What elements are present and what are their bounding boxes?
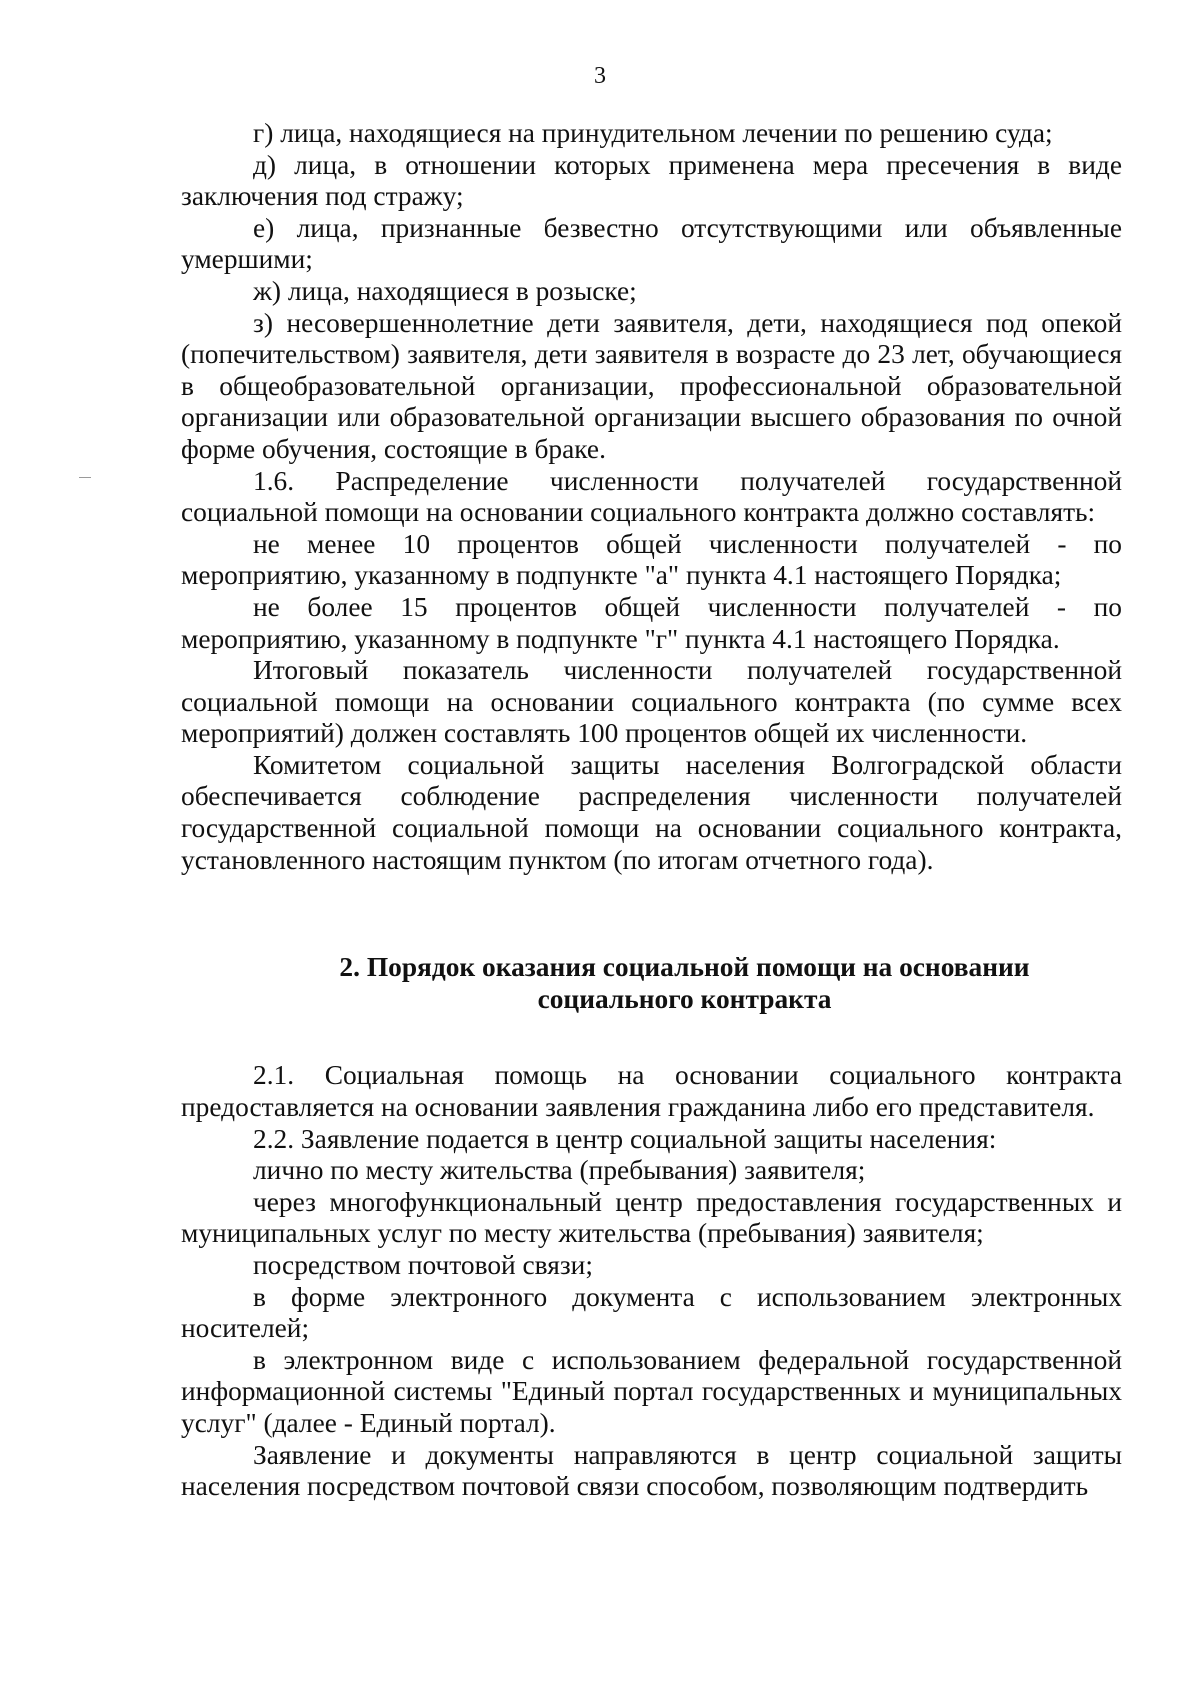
paragraph-1-6: 1.6. Распределение численности получателей государственной социальной помощи на основании социального контракта должно составлять: (181, 465, 1122, 528)
paragraph-2-2: 2.2. Заявление подается в центр социальной защиты населения: (253, 1123, 997, 1154)
section-heading-line-2: социального контракта (537, 983, 832, 1014)
section-heading (181, 952, 1122, 1015)
paragraph-2-1: 2.1. Социальная помощь на основании социального контракта предоставляется на основании заявления гражданина либо его представителя. (181, 1060, 1122, 1123)
paragraph-unified-portal: в электронном виде с использованием федеральной государственной информационной системы "Единый портал государственных и муниципальных услуг" (далее - Единый портал). (181, 1344, 1122, 1438)
paragraph-application-documents: Заявление и документы направляются в центр социальной защиты населения посредством почтовой связи способом, позволяющим подтвердить (181, 1439, 1122, 1502)
section-heading-line-1: 2. Порядок оказания социальной помощи на основании (339, 952, 1030, 983)
margin-tick-mark (79, 477, 91, 478)
spacer (181, 1015, 1122, 1060)
paragraph-item-d: д) лица, в отношении которых применена мера пресечения в виде заключения под стражу; (181, 149, 1122, 212)
page-number: 3 (594, 63, 606, 89)
paragraph-item-zh: ж) лица, находящиеся в розыске; (253, 275, 637, 306)
paragraph-item-e: е) лица, признанные безвестно отсутствующими или объявленные умершими; (181, 212, 1122, 275)
paragraph-in-person: лично по месту жительства (пребывания) заявителя; (253, 1155, 866, 1186)
paragraph-mfc: через многофункциональный центр предоставления государственных и муниципальных услуг по месту жительства (пребывания) заявителя; (181, 1186, 1122, 1249)
paragraph-min-10-percent: не менее 10 процентов общей численности получателей - по мероприятию, указанному в подпункте "а" пункта 4.1 настоящего Порядка; (181, 528, 1122, 591)
paragraph-total-indicator: Итоговый показатель численности получателей государственной социальной помощи на основании социального контракта (по сумме всех мероприятий) должен составлять 100 процентов общей их численности. (181, 655, 1122, 749)
paragraph-electronic-document: в форме электронного документа с использованием электронных носителей; (181, 1281, 1122, 1344)
paragraph-max-15-percent: не более 15 процентов общей численности получателей - по мероприятию, указанному в подпункте "г" пункта 4.1 настоящего Порядка. (181, 591, 1122, 654)
paragraph-committee: Комитетом социальной защиты населения Волгоградской области обеспечивается соблюдение распределения численности получателей государственной социальной помощи на основании социального контракта, установленного настоящим пунктом (по итогам отчетного года). (181, 749, 1122, 875)
paragraph-item-g: г) лица, находящиеся на принудительном лечении по решению суда; (253, 118, 1053, 148)
paragraph-item-z: з) несовершеннолетние дети заявителя, дети, находящиеся под опекой (попечительством) заявителя, дети заявителя в возрасте до 23 лет, обучающиеся в общеобразовательной организации, профессиональной образовательной организации или образовательной организации высшего образования по очной форме обучения, состоящие в браке. (181, 307, 1122, 464)
spacer (181, 876, 1122, 952)
document-body (181, 118, 1122, 1503)
paragraph-postal: посредством почтовой связи; (253, 1250, 593, 1280)
